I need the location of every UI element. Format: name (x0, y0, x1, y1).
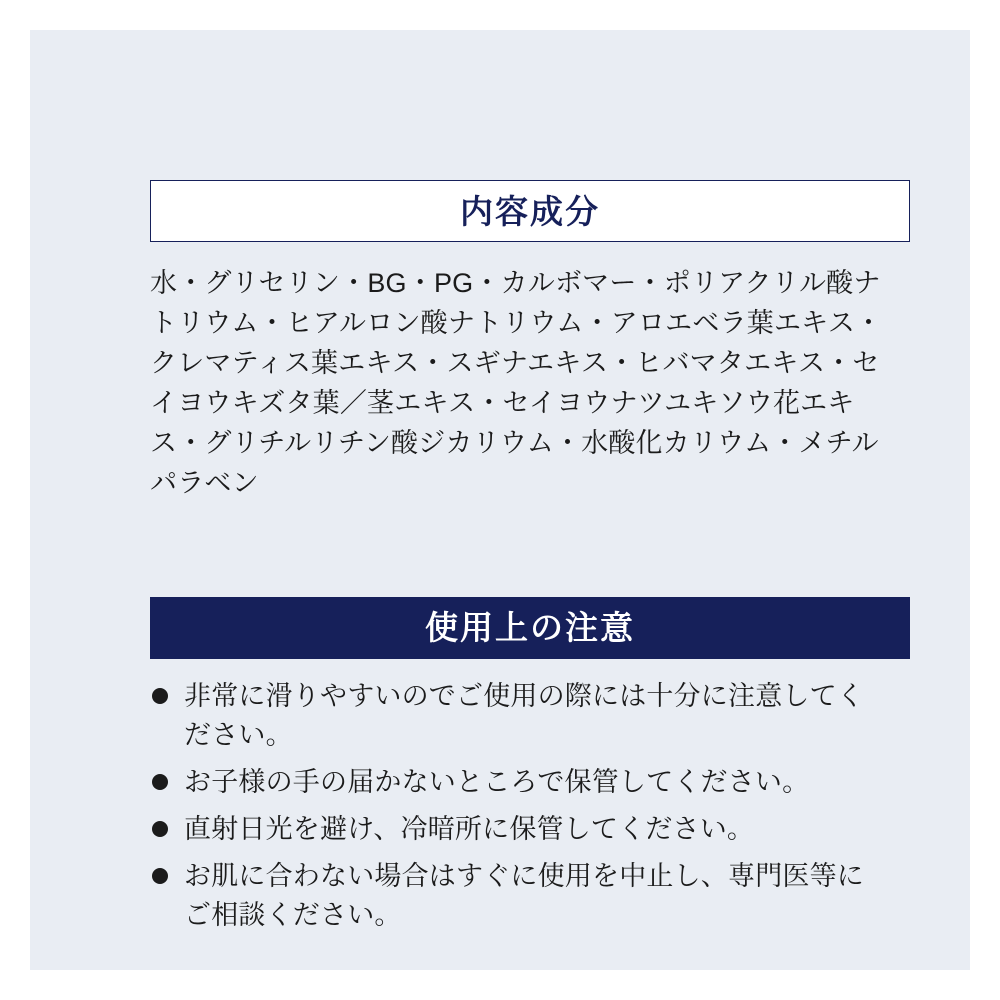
info-panel (30, 30, 970, 970)
section-spacer (150, 531, 910, 597)
list-item (150, 677, 890, 755)
list-item-text: 非常に滑りやすいのでご使用の際には十分に注意してください。 (184, 680, 864, 750)
list-item (150, 810, 890, 849)
bullet-icon (152, 821, 168, 837)
ingredients-heading-text: 内容成分 (460, 192, 600, 230)
ingredients-heading-banner (150, 180, 910, 242)
list-item (150, 763, 890, 802)
list-item-text: 直射日光を避け、冷暗所に保管してください。 (184, 814, 755, 845)
list-item-text: お肌に合わない場合はすぐに使用を中止し、専門医等にご相談ください。 (184, 861, 864, 931)
panel-content (150, 180, 910, 944)
ingredients-body-text: 水・グリセリン・BG・PG・カルボマー・ポリアクリル酸ナトリウム・ヒアルロン酸ナトリウム・アロエベラ葉エキス・クレマティス葉エキス・スギナエキス・ヒバマタエキス・セイヨウキズタ葉／茎エキス・セイヨウナツユキソウ花エキス・グリチルリチン酸ジカリウム・水酸化カリウム・メチルパラベン (150, 268, 883, 498)
bullet-icon (152, 868, 168, 884)
bullet-icon (152, 774, 168, 790)
list-item-text: お子様の手の届かないところで保管してください。 (184, 767, 810, 797)
bullet-icon (152, 688, 168, 704)
precautions-list (150, 677, 890, 936)
precautions-heading-banner (150, 597, 910, 659)
precautions-heading-text: 使用上の注意 (425, 609, 635, 647)
list-item (150, 857, 890, 935)
